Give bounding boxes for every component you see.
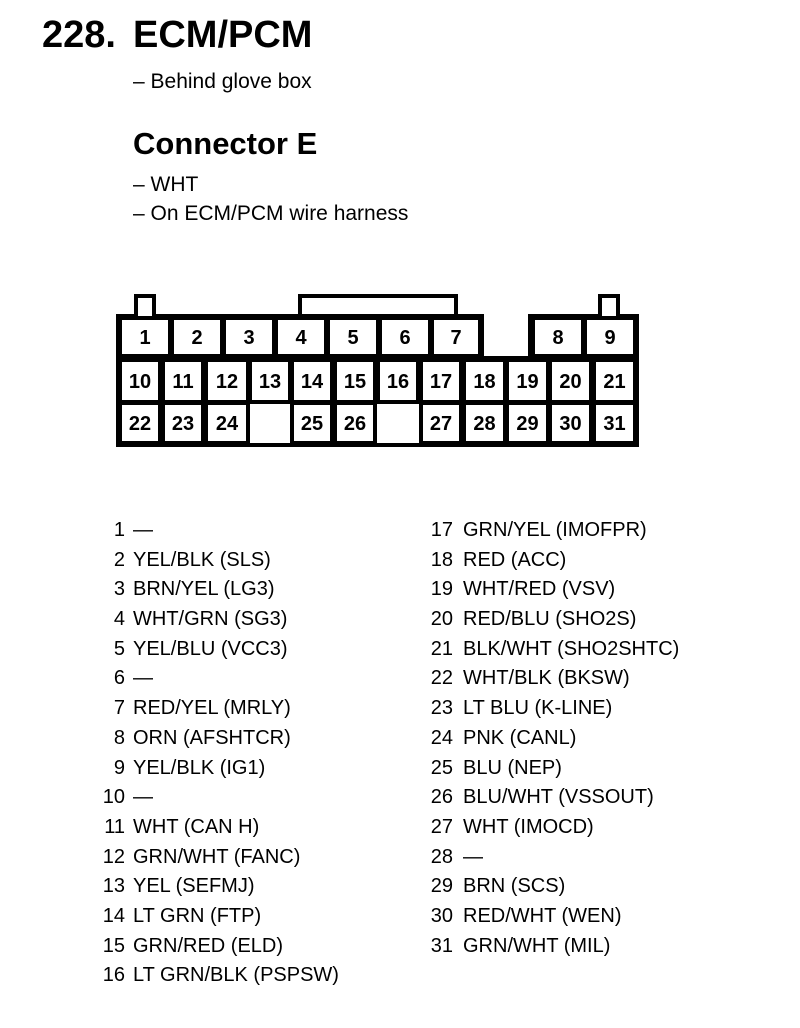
pin-row [0, 962, 400, 992]
pin-number: 16 [102, 964, 125, 987]
pin-wire-description: RED (ACC) [463, 548, 567, 571]
pin-wire-description: GRN/WHT (MIL) [463, 934, 611, 957]
cavity-number-label: 27 [429, 413, 453, 435]
pin-wire-description: BLU/WHT (VSSOUT) [463, 786, 654, 809]
cavity-number-label: 15 [343, 371, 367, 393]
connector-harness-note: – On ECM/PCM wire harness [133, 202, 409, 225]
pin-number: 29 [430, 875, 453, 898]
pin-row [0, 755, 400, 785]
pin-row [0, 576, 400, 606]
pin-row [0, 844, 400, 874]
pin-number: 5 [113, 637, 125, 660]
component-location: – Behind glove box [133, 70, 312, 93]
pin-wire-description: WHT (CAN H) [133, 815, 260, 838]
pin-wire-description: RED/BLU (SHO2S) [463, 608, 637, 631]
pin-wire-description: YEL/BLU (VCC3) [133, 637, 288, 660]
pin-row [400, 844, 800, 874]
cavity-number-label: 8 [552, 327, 564, 349]
cavity-number-label: 11 [172, 371, 194, 393]
pin-row [0, 873, 400, 903]
cavity-number-label: 12 [215, 371, 239, 393]
connector-title: Connector E [133, 126, 318, 161]
pin-number: 19 [430, 578, 453, 601]
pin-row [0, 725, 400, 755]
pin-row [400, 933, 800, 963]
cavity-number-label: 28 [473, 413, 496, 435]
pin-number: 13 [102, 875, 125, 898]
pin-number: 27 [430, 815, 453, 838]
pin-row [400, 755, 800, 785]
pin-row [400, 725, 800, 755]
cavity-number-label: 10 [128, 371, 152, 393]
cavity-number-label: 26 [343, 413, 367, 435]
pin-wire-description: RED/YEL (MRLY) [133, 697, 291, 720]
pin-number: 14 [102, 904, 125, 927]
cavity-number-label: 22 [128, 413, 152, 435]
cavity-number-label: 19 [516, 371, 539, 393]
pin-number: 12 [102, 845, 125, 868]
cavity-number-label: 14 [300, 371, 324, 393]
pin-row [0, 695, 400, 725]
pin-number: 23 [430, 697, 453, 720]
cavity-number-label: 16 [386, 371, 410, 393]
pin-row [400, 576, 800, 606]
pin-wire-description: LT GRN (FTP) [133, 904, 262, 927]
pin-row [400, 606, 800, 636]
pin-row [0, 665, 400, 695]
pin-number: 2 [113, 548, 125, 571]
pin-wire-description: YEL/BLK (SLS) [133, 548, 271, 571]
pin-wire-description: BRN (SCS) [463, 875, 566, 898]
pin-wire-description: LT BLU (K-LINE) [463, 697, 613, 720]
component-title: ECM/PCM [133, 14, 313, 56]
cavity-number-label: 2 [191, 327, 203, 349]
pin-row [400, 784, 800, 814]
pin-number: 25 [430, 756, 453, 779]
pin-list-left [0, 517, 400, 992]
pin-wire-description: GRN/YEL (IMOFPR) [463, 519, 647, 541]
cavity-number-label: 23 [171, 413, 195, 435]
pin-wire-description: WHT/BLK (BKSW) [463, 667, 630, 690]
pin-wire-description: GRN/RED (ELD) [133, 934, 284, 957]
pin-number: 11 [104, 815, 125, 838]
pin-wire-description: WHT/RED (VSV) [463, 578, 616, 601]
pin-row [400, 517, 800, 547]
pin-row [0, 933, 400, 963]
pin-list-right [400, 517, 800, 962]
cavity-number-label: 18 [473, 371, 496, 393]
cavity-number-label: 5 [347, 327, 359, 349]
pin-wire-description: LT GRN/BLK (PSPSW) [133, 964, 339, 987]
pin-row [400, 636, 800, 666]
pin-number: 21 [430, 637, 453, 660]
pin-row [0, 903, 400, 933]
pin-number: 24 [430, 726, 453, 749]
cavity-number-label: 30 [559, 413, 582, 435]
pin-wire-description: — [463, 845, 483, 868]
pin-wire-description: — [133, 786, 153, 809]
pin-row [0, 517, 400, 547]
pin-wire-description: GRN/WHT (FANC) [133, 845, 301, 868]
pin-wire-description: WHT/GRN (SG3) [133, 608, 288, 631]
cavity-number-label: 17 [429, 371, 453, 393]
pin-wire-description: YEL (SEFMJ) [133, 875, 255, 898]
pin-number: 6 [113, 667, 125, 690]
connector-color-note: – WHT [133, 173, 199, 196]
pin-number: 28 [430, 845, 453, 868]
cavity-number-label: 25 [300, 413, 324, 435]
pin-number: 15 [102, 934, 125, 957]
pin-row [0, 606, 400, 636]
pin-row [0, 636, 400, 666]
pin-number: 26 [430, 786, 453, 809]
pin-number: 8 [113, 726, 125, 749]
pin-row [0, 547, 400, 577]
pin-row [0, 784, 400, 814]
pin-row [400, 695, 800, 725]
pin-wire-description: BLK/WHT (SHO2SHTC) [463, 637, 680, 660]
diagram-number: 228. [42, 14, 116, 56]
pin-number: 31 [430, 934, 453, 957]
pin-number: 4 [113, 608, 125, 631]
connector-diagram [0, 0, 800, 470]
cavity-number-label: 31 [603, 413, 626, 435]
pin-row [400, 547, 800, 577]
pin-number: 22 [430, 667, 453, 690]
cavity-number-label: 21 [603, 371, 626, 393]
pin-wire-description: RED/WHT (WEN) [463, 904, 622, 927]
pin-wire-description: BRN/YEL (LG3) [133, 578, 275, 601]
cavity-number-label: 20 [559, 371, 582, 393]
cavity-number-label: 29 [516, 413, 539, 435]
pin-number: 18 [430, 548, 453, 571]
pin-number: 3 [113, 578, 125, 601]
pin-row [0, 814, 400, 844]
pin-wire-description: — [133, 667, 153, 690]
cavity-number-label: 6 [399, 327, 411, 349]
cavity-number-label: 4 [295, 327, 307, 349]
pin-wire-description: WHT (IMOCD) [463, 815, 594, 838]
pin-number: 17 [430, 519, 453, 541]
pin-number: 20 [430, 608, 453, 631]
pin-number: 7 [113, 697, 125, 720]
pin-number: 30 [430, 904, 453, 927]
cavity-number-label: 3 [243, 327, 255, 349]
cavity-number-label: 7 [450, 327, 462, 349]
pin-row [400, 903, 800, 933]
pin-row [400, 814, 800, 844]
cavity-number-label: 1 [139, 327, 151, 349]
pin-number: 10 [102, 786, 125, 809]
pin-wire-description: — [133, 519, 153, 541]
pin-row [400, 873, 800, 903]
pin-wire-description: YEL/BLK (IG1) [133, 756, 266, 779]
pin-wire-description: ORN (AFSHTCR) [133, 726, 291, 749]
pin-wire-description: BLU (NEP) [463, 756, 562, 779]
pin-wire-description: PNK (CANL) [463, 726, 577, 749]
cavity-number-label: 13 [258, 371, 282, 393]
cavity-number-label: 9 [604, 327, 616, 349]
pin-number: 9 [113, 756, 125, 779]
cavity-number-label: 24 [215, 413, 239, 435]
pin-number: 1 [113, 519, 125, 541]
pin-row [400, 665, 800, 695]
